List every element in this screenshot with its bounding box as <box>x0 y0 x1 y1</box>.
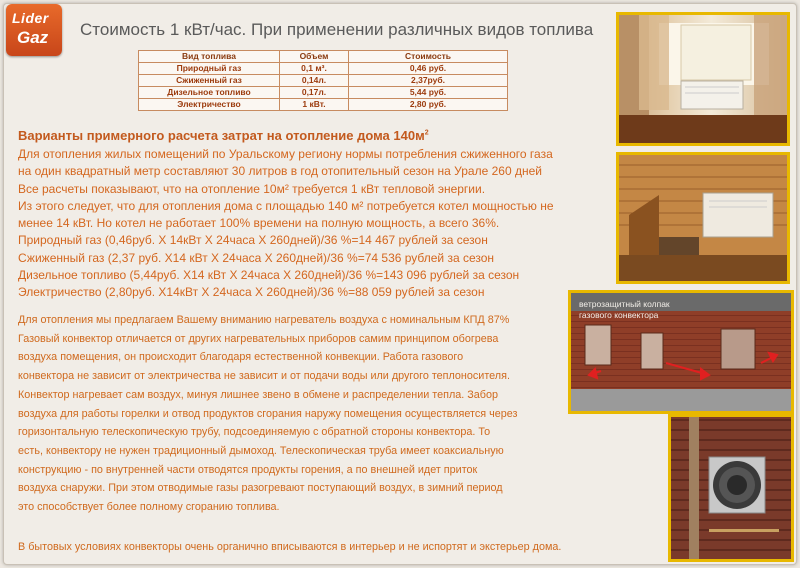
text-line: горизонтальную телескопическую трубу, подсоединяемую с обратной стороны конвектора. То <box>18 426 491 439</box>
photo-convector-interior <box>616 152 790 284</box>
text-line: воздуха для работы горелки и отвод продуктов сгорания наружу помещения осуществляется через <box>18 407 518 420</box>
text-line: Сжиженный газ (2,37 руб. X14 кВт X 24часа X 260дней)/36 %=74 536 рублей за сезон <box>18 250 495 265</box>
company-logo <box>6 4 62 56</box>
vent-cap-illustration <box>671 417 791 559</box>
page-title: Стоимость 1 кВт/час. При применении различных видов топлива <box>80 20 594 39</box>
text-line: конструкцию - по внутренней части отводятся продукты горения, а по внешней идет приток <box>18 463 478 476</box>
table-row <box>139 75 508 87</box>
convector-description <box>18 311 563 517</box>
column-header-volume: Объем <box>280 51 349 63</box>
text-line: менее 14 кВт. Но котел не работает 100% времени на полную мощность, а всего 36%. <box>18 216 500 231</box>
text-line: на один квадратный метр составляют 30 литров в год отопительный сезон на Урале 260 дней <box>18 164 542 179</box>
text-line: это способствует более полному сгоранию топлива. <box>18 501 280 514</box>
text-line: Природный газ (0,46руб. X 14кВт X 24часа X 260дней)/36 %=14 467 рублей за сезон <box>18 233 488 248</box>
volume-cell: 0,14л. <box>280 75 349 87</box>
cost-cell: 0,46 руб. <box>349 63 508 75</box>
room-illustration <box>619 15 787 143</box>
text-line: Конвектор нагревает сам воздух, минуя лишнее звено в обмене и распределении тепла. Забор <box>18 388 498 401</box>
fuel-name-cell: Дизельное топливо <box>139 87 280 99</box>
text-line: Электричество (2,80руб. X14кВт X 24часа X 260дней)/36 %=88 059 рублей за сезон <box>18 285 485 300</box>
column-header-fuel: Вид топлива <box>139 51 280 63</box>
logo-line2: Gaz <box>17 28 49 47</box>
fuel-name-cell: Сжиженный газ <box>139 75 280 87</box>
table-row <box>139 87 508 99</box>
text-line: Из этого следует, что для отопления дома с площадью 140 м² потребуется котел мощностью не <box>18 198 554 213</box>
fuel-cost-table <box>138 50 508 111</box>
cost-cell: 5,44 руб. <box>349 87 508 99</box>
photo-caption <box>579 299 670 321</box>
caption-line1: ветрозащитный колпак <box>579 299 670 309</box>
footer-text: В бытовых условиях конвекторы очень органично вписываются в интерьер и не испортят и экстерьер дома. <box>18 541 562 553</box>
table-row <box>139 63 508 75</box>
volume-cell: 0,1 м³. <box>280 63 349 75</box>
cost-cell: 2,37руб. <box>349 75 508 87</box>
cost-cell: 2,80 руб. <box>349 99 508 111</box>
text-line: Дизельное топливо (5,44руб. X14 кВт X 24часа X 260дней)/36 %=143 096 рублей за сезон <box>18 268 520 283</box>
fuel-name-cell: Электричество <box>139 99 280 111</box>
text-line: воздуха помещения, он происходит благодаря естественной конвекции. Работа газового <box>18 351 464 364</box>
text-line: Для отопления жилых помещений по Уральскому региону нормы потребления сжиженного газа <box>18 147 553 161</box>
section-heading-sup: 2 <box>424 129 429 137</box>
text-line: Газовый конвектор отличается от других нагревательных приборов самим принципом обогрева <box>18 332 499 345</box>
volume-cell: 1 кВт. <box>280 99 349 111</box>
text-line: Для отопления мы предлагаем Вашему вниманию нагреватель воздуха с номинальным КПД 87% <box>18 314 510 326</box>
table-row <box>139 99 508 111</box>
column-header-cost: Стоимость <box>349 51 508 63</box>
photo-vent-cap <box>668 414 794 562</box>
section-heading <box>18 128 429 143</box>
text-line: воздуха снаружи. При этом отводимые газы разогревают поступающий воздух, в зимний период <box>18 482 503 495</box>
volume-cell: 0,17л. <box>280 87 349 99</box>
text-line: Все расчеты показывают, что на отопление 10м² требуется 1 кВт тепловой энергии. <box>18 181 486 196</box>
photo-brick-wall <box>568 290 794 414</box>
calculation-text <box>18 146 598 302</box>
text-line: есть, конвектору не нужен традиционный дымоход. Телескопическая труба имеет коаксиальную <box>18 444 504 457</box>
caption-line2: газового конвектора <box>579 310 659 320</box>
photo-convector-window <box>616 12 790 146</box>
section-heading-text: Варианты примерного расчета затрат на отопление дома 140м <box>18 128 425 143</box>
fuel-name-cell: Природный газ <box>139 63 280 75</box>
interior-illustration <box>619 155 787 281</box>
text-line: конвектора не зависит от электричества не зависит и от подачи воды или другого теплоносителя. <box>18 370 510 383</box>
table-header-row <box>139 51 508 63</box>
logo-line1: Lider <box>12 10 49 26</box>
